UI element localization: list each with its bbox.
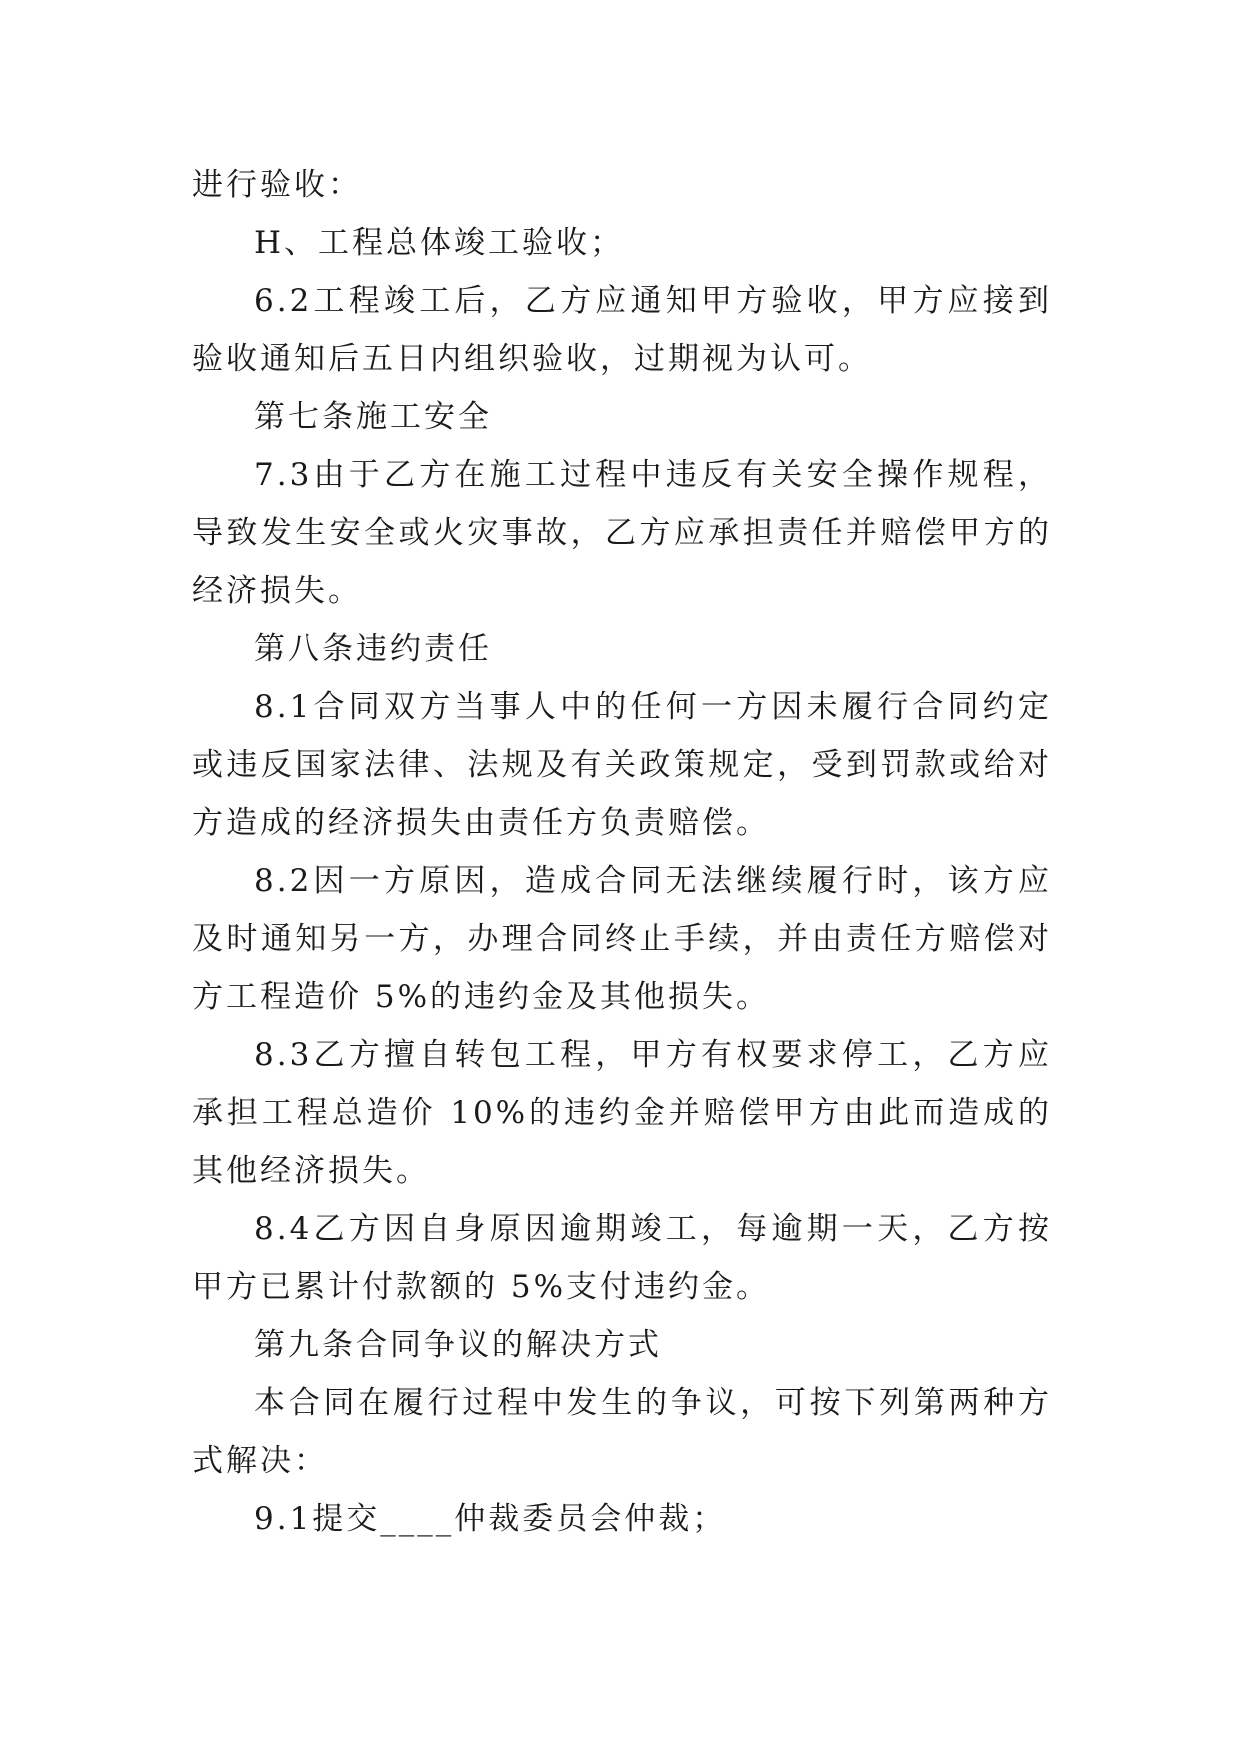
- paragraph: 9.1提交____仲裁委员会仲裁；: [254, 1501, 727, 1537]
- paragraph: H、工程总体竣工验收；: [254, 225, 625, 261]
- document-body: [192, 156, 1052, 1548]
- section-heading: 第九条合同争议的解决方式: [254, 1327, 662, 1363]
- paragraph: 7.3由于乙方在施工过程中违反有关安全操作规程，导致发生安全或火灾事故，乙方应承担责任并赔偿甲方的经济损失。: [192, 457, 1052, 609]
- paragraph: 8.3乙方擅自转包工程，甲方有权要求停工，乙方应承担工程总造价 10%的违约金并赔偿甲方由此而造成的其他经济损失。: [192, 1037, 1052, 1189]
- paragraph: 8.2因一方原因，造成合同无法继续履行时，该方应及时通知另一方，办理合同终止手续，并由责任方赔偿对方工程造价 5%的违约金及其他损失。: [192, 863, 1052, 1015]
- paragraph: 8.1合同双方当事人中的任何一方因未履行合同约定或违反国家法律、法规及有关政策规定，受到罚款或给对方造成的经济损失由责任方负责赔偿。: [192, 689, 1052, 841]
- paragraph: 6.2工程竣工后，乙方应通知甲方验收，甲方应接到验收通知后五日内组织验收，过期视为认可。: [192, 283, 1052, 377]
- section-heading: 第七条施工安全: [254, 399, 492, 435]
- paragraph: 8.4乙方因自身原因逾期竣工，每逾期一天，乙方按甲方已累计付款额的 5%支付违约金。: [192, 1211, 1052, 1305]
- section-heading: 第八条违约责任: [254, 631, 492, 667]
- paragraph: 进行验收：: [192, 167, 362, 203]
- paragraph: 本合同在履行过程中发生的争议，可按下列第两种方式解决：: [192, 1385, 1052, 1479]
